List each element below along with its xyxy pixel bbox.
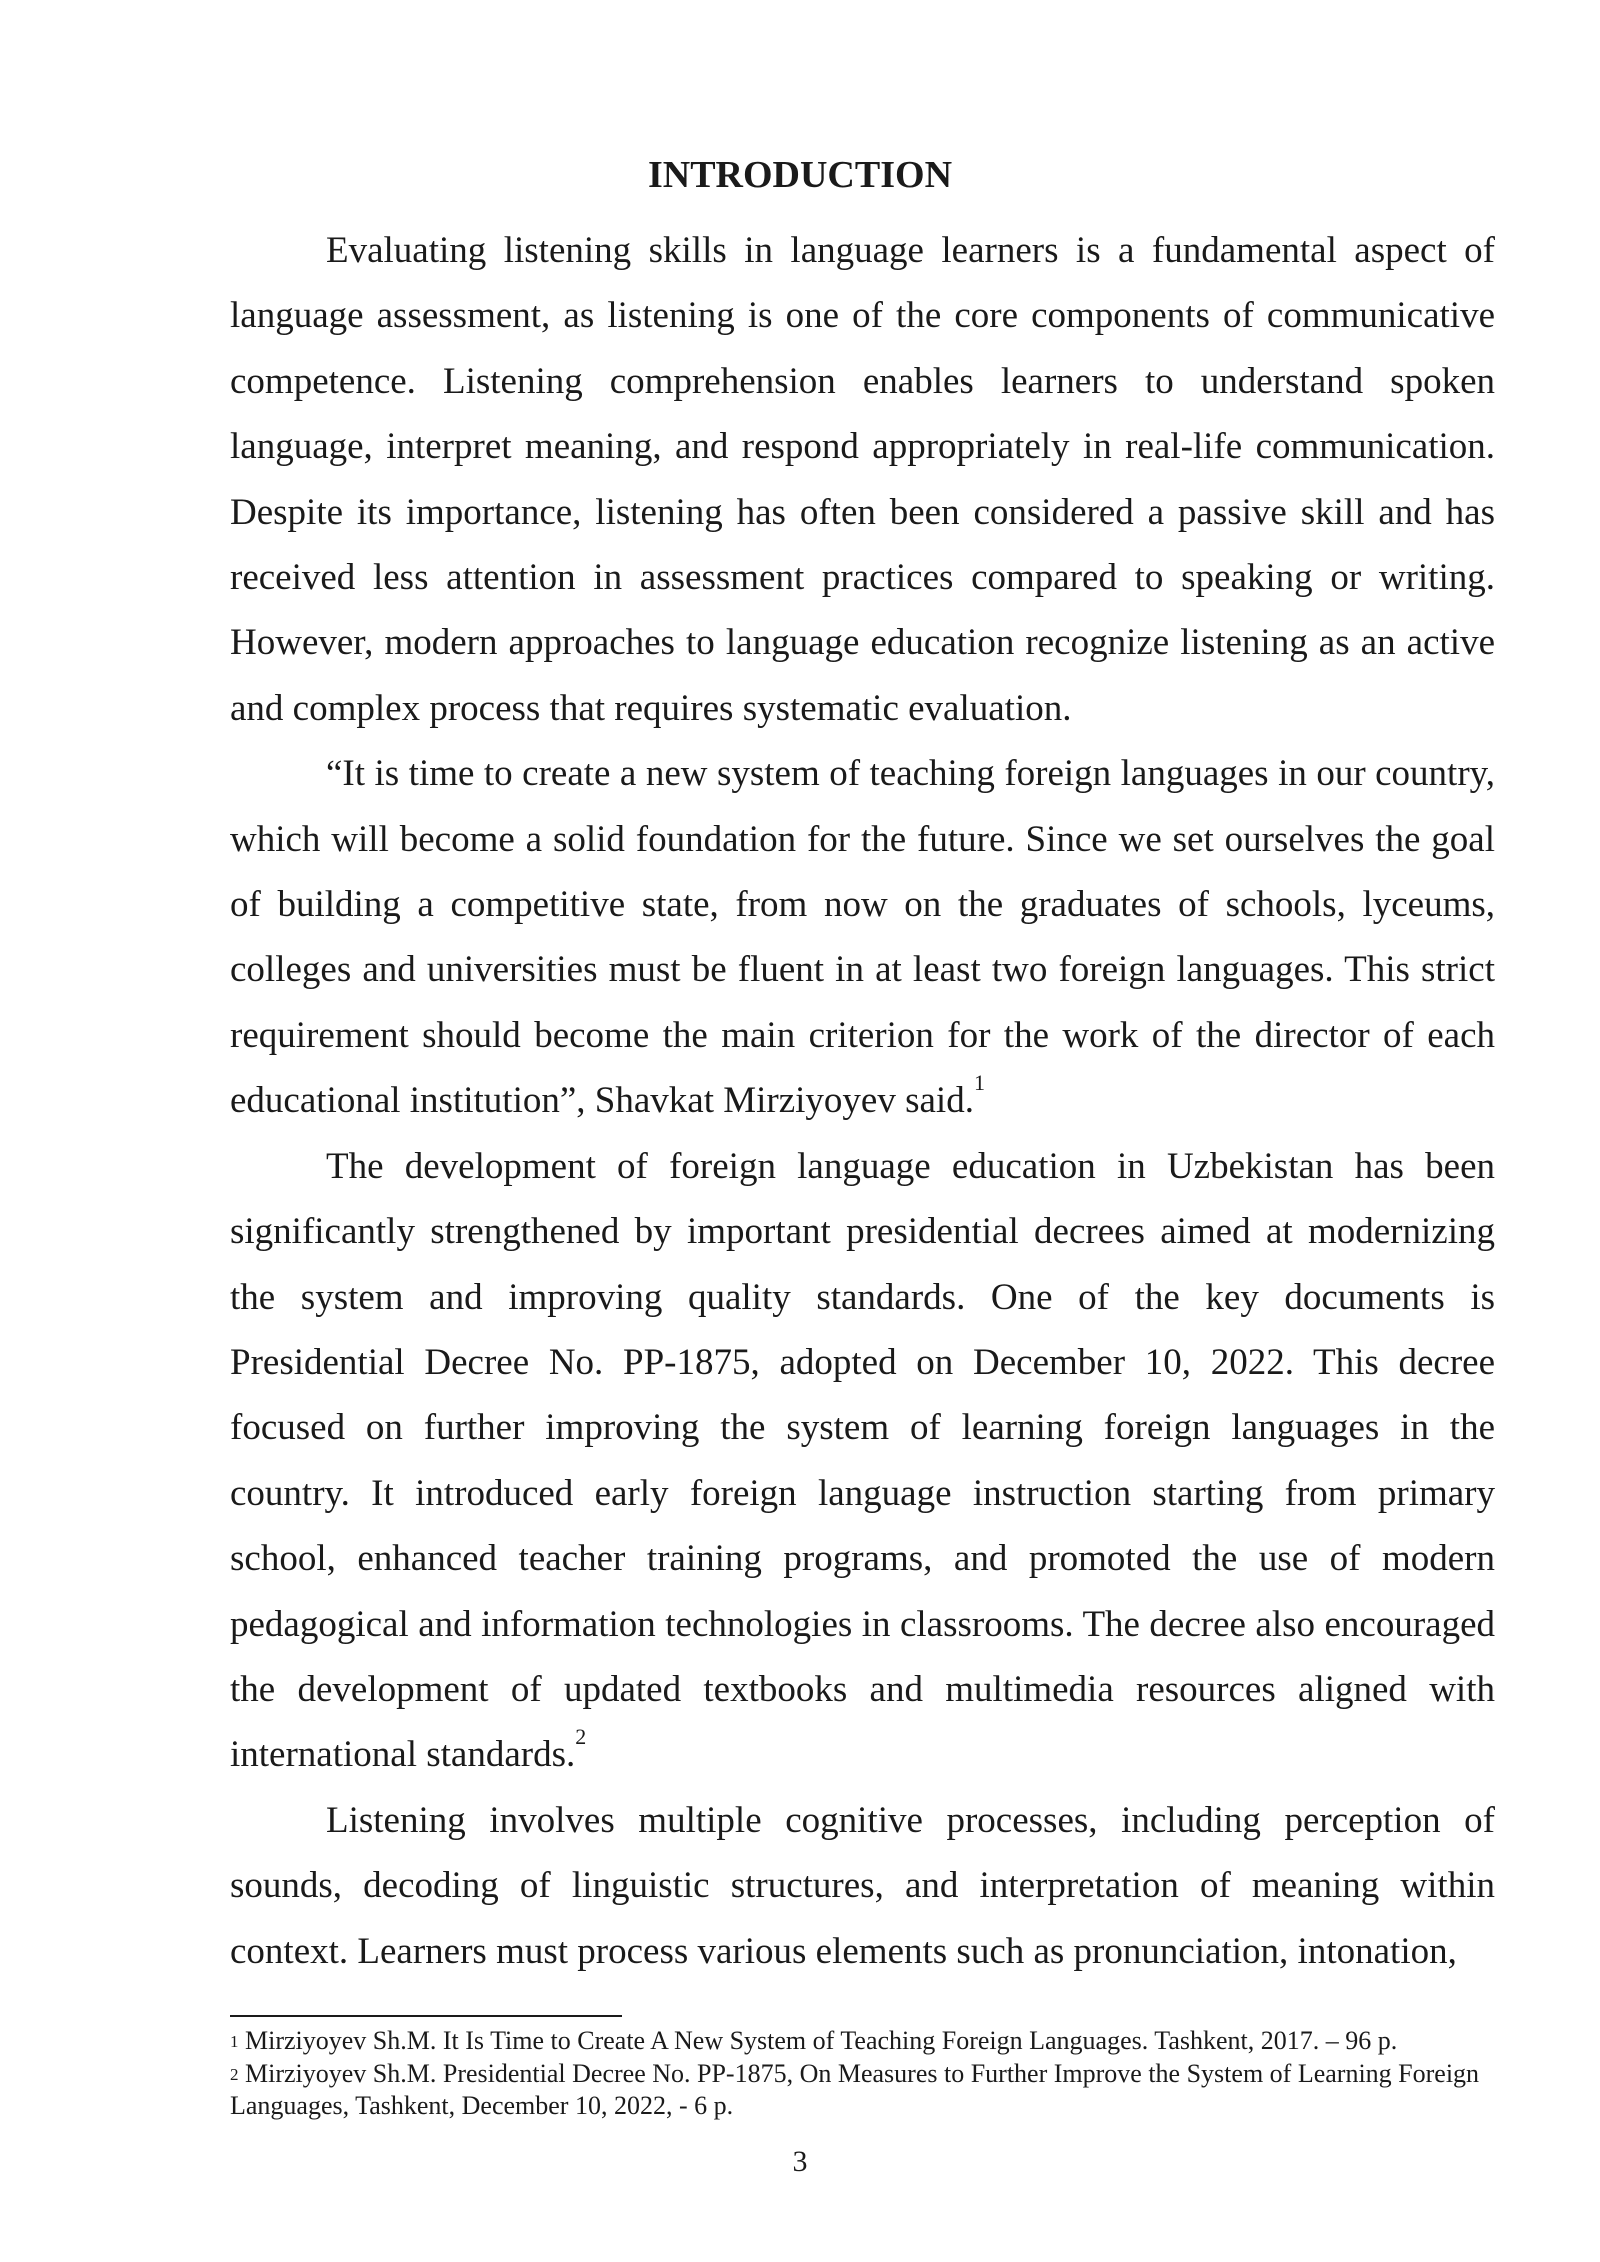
- footnote-separator: [230, 2015, 622, 2017]
- footnote-item: [230, 2058, 1495, 2123]
- footnote-reference[interactable]: 1: [973, 1070, 985, 1096]
- paragraph-text: Listening involves multiple cognitive processes, including perception of sounds, decoding of linguistic structures, and interpretation of meaning within context. Learners must process various elements such as pronunciation, intonation,: [230, 1799, 1495, 1972]
- footnote-text: Mirziyoyev Sh.M. Presidential Decree No. PP-1875, On Measures to Further Improve the System of Learning Foreign Languages, Tashkent, December 10, 2022, - 6 p.: [230, 2058, 1480, 2120]
- footnote-number: 2: [230, 2064, 239, 2084]
- paragraph-2: [230, 741, 1495, 1133]
- paragraph-4: [230, 1788, 1495, 1984]
- footnote-item: [230, 2025, 1495, 2058]
- paragraph-text: Evaluating listening skills in language learners is a fundamental aspect of language assessment, as listening is one of the core components of communicative competence. Listening comprehension enables learners to understand spoken language, interpret meaning, and respond appropriately in real-life communication. Despite its importance, listening has often been considered a passive skill and has received less attention in assessment practices compared to speaking or writing. However, modern approaches to language education recognize listening as an active and complex process that requires systematic evaluation.: [230, 230, 1495, 729]
- footnote-text: Mirziyoyev Sh.M. It Is Time to Create A New System of Teaching Foreign Languages. Tashkent, 2017. – 96 p.: [245, 2026, 1398, 2055]
- page-title: INTRODUCTION: [647, 154, 953, 196]
- page-number: 3: [792, 2145, 808, 2178]
- paragraph-text: The development of foreign language education in Uzbekistan has been significantly strengthened by important presidential decrees aimed at modernizing the system and improving quality standards. One of the key documents is Presidential Decree No. PP-1875, adopted on December 10, 2022. This decree focused on further improving the system of learning foreign languages in the country. It introduced early foreign language instruction starting from primary school, enhanced teacher training programs, and promoted the use of modern pedagogical and information technologies in classrooms. The decree also encouraged the development of updated textbooks and multimedia resources aligned with international standards.: [230, 1145, 1495, 1776]
- paragraph-1: [230, 218, 1495, 741]
- footnote-number: 1: [230, 2032, 239, 2051]
- footnote-reference[interactable]: 2: [575, 1724, 587, 1750]
- paragraph-text: “It is time to create a new system of teaching foreign languages in our country, which will become a solid foundation for the future. Since we set ourselves the goal of building a competitive state, from now on the graduates of schools, lyceums, colleges and universities must be fluent in at least two foreign languages. This strict requirement should become the main criterion for the work of the director of each educational institution”, Shavkat Mirziyoyev said.: [230, 753, 1495, 1122]
- body-text: [230, 218, 1495, 1984]
- paragraph-3: [230, 1134, 1495, 1788]
- footnotes: [230, 2025, 1495, 2123]
